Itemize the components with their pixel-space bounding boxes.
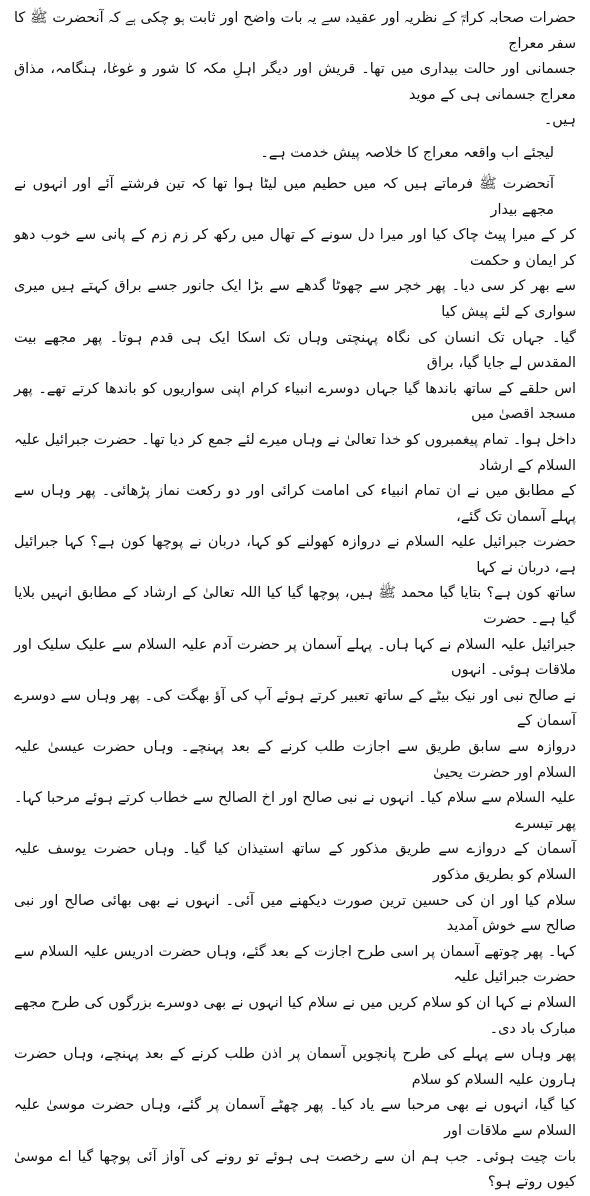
body-line: داخل ہوا۔ تمام پیغمبروں کو خدا تعالیٰ نے وہاں میرے لئے جمع کر دیا تھا۔ حضرت جبرائیل علیہ السلام کے ارشاد xyxy=(14,431,576,474)
body-line: نے صالح نبی اور نیک بیٹے کے ساتھ تعبیر کرتے ہوئے آپ کی آؤ بھگت کی۔ پھر وہاں سے دوسرے آسمان کے xyxy=(14,687,576,730)
body-line: بات چیت ہوئی۔ جب ہم ان سے رخصت ہی ہوئے تو رونے کی آواز آئی پوچھا گیا اے موسیٰ کیوں روتے ہو؟ xyxy=(14,1148,576,1191)
body-line: کیا گیا، انہوں نے بھی مرحبا سے یاد کیا۔ پھر چھٹے آسمان پر گئے، وہاں حضرت موسیٰ علیہ السلام سے ملاقات اور xyxy=(14,1097,576,1139)
body-line: ساتھ کون ہے؟ بتایا گیا محمد ﷺ ہیں، پوچھا گیا کیا اللہ تعالیٰ کے ارشاد کے مطابق انہیں بلایا گیا ہے۔ حضرت xyxy=(14,585,576,628)
intro-paragraph xyxy=(14,6,576,134)
body-line: آنحضرت ﷺ فرماتے ہیں کہ میں حطیم میں لیٹا ہوا تھا کہ تین فرشتے آئے اور انہوں نے مجھے بیدار xyxy=(14,175,554,218)
section-heading: لیجئے اب واقعہ معراج کا خلاصہ پیش خدمت ہے۔ xyxy=(260,144,554,161)
body-line: علیہ السلام سے سلام کیا۔ انہوں نے نبی صالح اور اخ الصالح سے خطاب کرتے ہوئے مرحبا کہا۔ پھر تیسرے xyxy=(14,790,576,832)
body-line: جبرائیل علیہ السلام نے کہا ہاں۔ پہلے آسمان پر حضرت آدم علیہ السلام سے علیک سلیک اور ملاقات ہوئی۔ انہوں xyxy=(14,636,576,679)
body-line: پھر وہاں سے پہلے کی طرح پانچویں آسمان پر اذن طلب کرنے کے بعد پہنچے، وہاں حضرت ہارون علیہ السلام کو سلام xyxy=(14,1046,576,1088)
body-line: سلام کیا اور ان کی حسین ترین صورت دیکھنے میں آئی۔ انہوں نے بھی بھائی صالح اور نبی صالح سے خوش آمدید xyxy=(14,892,576,935)
body-line: گیا۔ جہاں تک انسان کی نگاہ پہنچتی وہاں تک اسکا ایک ہی قدم ہوتا۔ پھر مجھے بیت المقدس لے جایا گیا، براق xyxy=(14,329,576,372)
intro-line: حضرات صحابہ کرامؓ کے نظریہ اور عقیدہ سے یہ بات واضح اور ثابت ہو چکی ہے کہ آنحضرت ﷺ کا سفر معراج xyxy=(14,10,576,52)
body-line: کے مطابق میں نے ان تمام انبیاء کی امامت کرائی اور دو رکعت نماز پڑھائی۔ پھر وہاں سے پہلے آسمان تک گئے، xyxy=(14,483,576,525)
body-line: سے بھر کر سی دیا۔ پھر خچر سے چھوٹا گدھے سے بڑا ایک جانور جسے براق کہتے ہیں میری سواری کے لئے پیش کیا xyxy=(14,278,576,320)
intro-line: ہیں۔ xyxy=(543,112,576,129)
body-line: کہا۔ پھر چوتھے آسمان پر اسی طرح اجازت کے بعد گئے، وہاں حضرت ادریس علیہ السلام سے حضرت جبرائیل علیہ xyxy=(14,943,576,986)
intro-line: جسمانی اور حالت بیداری میں تھا۔ قریش اور دیگر اہلِ مکہ کا شور و غوغا، ہنگامہ، مذاق معراج جسمانی ہی کے موید xyxy=(14,61,576,103)
body-line: آسمان کے دروازے سے طریق مذکور کے ساتھ استیذان کیا گیا۔ وہاں حضرت یوسف علیہ السلام کو بطریق مذکور xyxy=(14,841,576,883)
body-line: حضرت جبرائیل علیہ السلام نے دروازہ کھولنے کو کہا، دربان نے پوچھا کون ہے؟ کہا جبرائیل ہے، دربان نے کہا xyxy=(14,534,576,576)
body-line: السلام نے کہا ان کو سلام کریں میں نے سلام کیا انہوں نے بھی دوسرے بزرگوں کی طرح مجھے مبارک باد دی۔ xyxy=(14,994,576,1037)
body-line: دروازہ سے سابق طریق سے اجازت طلب کرنے کے بعد پہنچے۔ وہاں حضرت عیسیٰ علیہ السلام اور حضرت یحییٰ xyxy=(14,739,576,781)
body-line: اس حلقے کے ساتھ باندھا گیا جہاں دوسرے انبیاء کرام اپنی سواریوں کو باندھا کرتے تھے۔ پھر مسجد اقصیٰ میں xyxy=(14,380,576,423)
body-line: کر کے میرا پیٹ چاک کیا اور میرا دل سونے کے تھال میں رکھ کر زم زم کے پانی سے خوب دھو کر ایمان و حکمت xyxy=(14,227,576,269)
body-paragraph xyxy=(14,172,576,1196)
